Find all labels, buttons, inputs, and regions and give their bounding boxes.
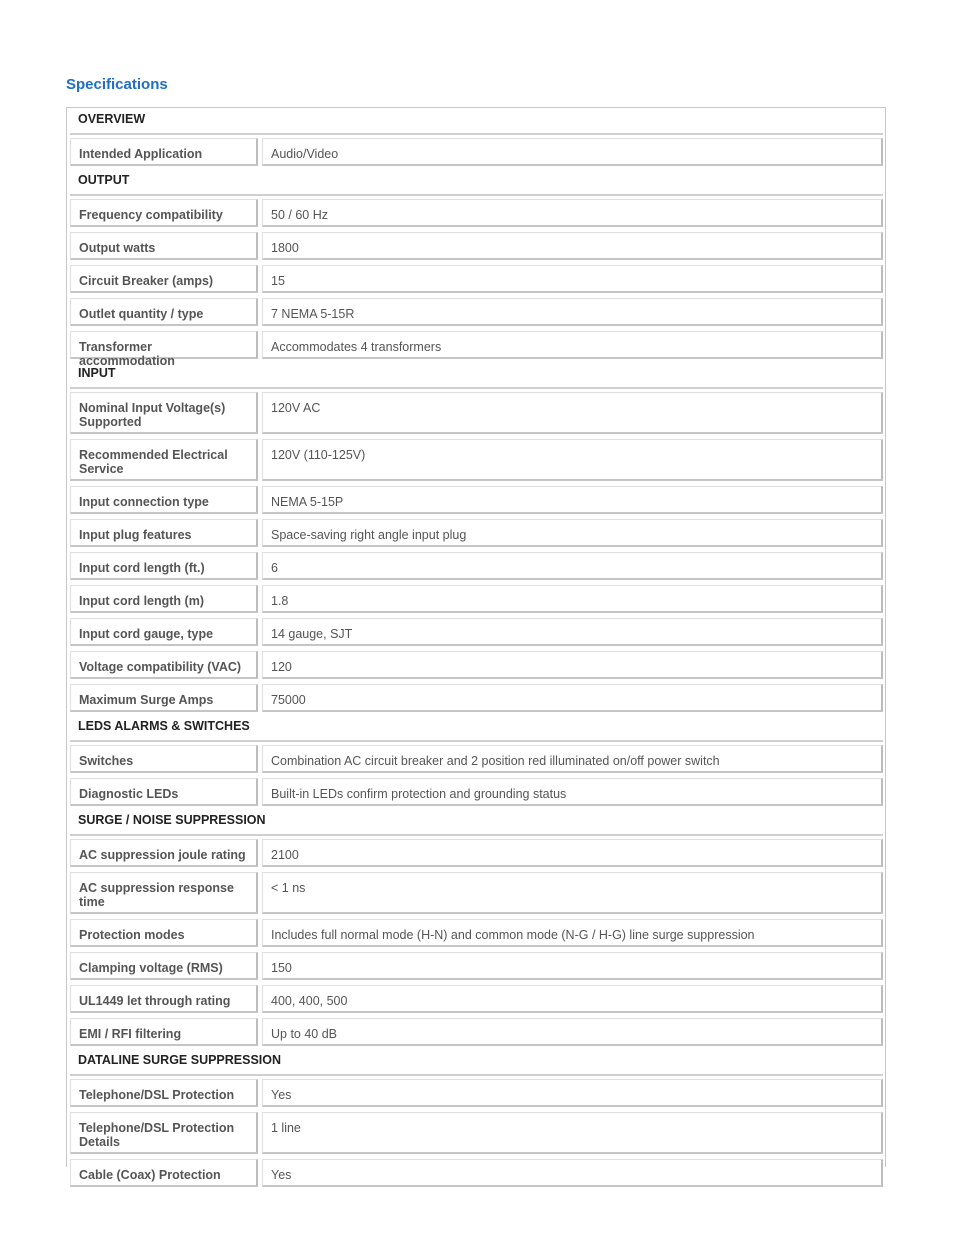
spec-label: Input cord length (ft.)	[70, 552, 258, 580]
spec-row	[70, 328, 883, 368]
spec-row	[70, 436, 883, 483]
spec-label: Cable (Coax) Protection	[70, 1159, 258, 1187]
spec-label: UL1449 let through rating	[70, 985, 258, 1013]
spec-label: Maximum Surge Amps	[70, 684, 258, 712]
spec-value: 15	[262, 265, 883, 293]
spec-value: 14 gauge, SJT	[262, 618, 883, 646]
page-title: Specifications	[66, 76, 168, 93]
spec-row	[70, 982, 883, 1015]
spec-value: Built-in LEDs confirm protection and grounding status	[262, 778, 883, 806]
spec-row	[70, 916, 883, 949]
spec-label: Protection modes	[70, 919, 258, 947]
spec-value: Audio/Video	[262, 138, 883, 166]
spec-label: Diagnostic LEDs	[70, 778, 258, 806]
section-heading: OVERVIEW	[70, 107, 883, 135]
spec-value: Includes full normal mode (H-N) and common mode (N-G / H-G) line surge suppression	[262, 919, 883, 947]
spec-label: EMI / RFI filtering	[70, 1018, 258, 1046]
spec-label: Output watts	[70, 232, 258, 260]
spec-row	[70, 681, 883, 714]
spec-value: 150	[262, 952, 883, 980]
spec-value: 120V AC	[262, 392, 883, 434]
spec-label: Recommended Electrical Service	[70, 439, 258, 481]
spec-label: Clamping voltage (RMS)	[70, 952, 258, 980]
spec-value: 400, 400, 500	[262, 985, 883, 1013]
spec-value: 1.8	[262, 585, 883, 613]
spec-row	[70, 1156, 883, 1189]
spec-value: 2100	[262, 839, 883, 867]
spec-value: 6	[262, 552, 883, 580]
spec-row	[70, 483, 883, 516]
spec-label: Input cord gauge, type	[70, 618, 258, 646]
spec-value: Space-saving right angle input plug	[262, 519, 883, 547]
spec-value: NEMA 5-15P	[262, 486, 883, 514]
spec-label: Voltage compatibility (VAC)	[70, 651, 258, 679]
spec-label: Telephone/DSL Protection	[70, 1079, 258, 1107]
spec-row	[70, 836, 883, 869]
spec-row	[70, 1015, 883, 1048]
spec-value: 120	[262, 651, 883, 679]
spec-label: Telephone/DSL Protection Details	[70, 1112, 258, 1154]
spec-value: 75000	[262, 684, 883, 712]
spec-row	[70, 869, 883, 916]
spec-label: Frequency compatibility	[70, 199, 258, 227]
section-heading: OUTPUT	[70, 168, 883, 196]
spec-row	[70, 615, 883, 648]
spec-row	[70, 135, 883, 168]
section-heading: SURGE / NOISE SUPPRESSION	[70, 808, 883, 836]
spec-value: Yes	[262, 1159, 883, 1187]
spec-label: Input plug features	[70, 519, 258, 547]
spec-row	[70, 742, 883, 775]
spec-value: 120V (110-125V)	[262, 439, 883, 481]
spec-table	[70, 107, 883, 1189]
spec-label: Input connection type	[70, 486, 258, 514]
spec-label: Transformer accommodation	[70, 331, 258, 359]
section-heading: LEDS ALARMS & SWITCHES	[70, 714, 883, 742]
spec-row	[70, 648, 883, 681]
spec-label: Circuit Breaker (amps)	[70, 265, 258, 293]
spec-value: 1 line	[262, 1112, 883, 1154]
section-heading: DATALINE SURGE SUPPRESSION	[70, 1048, 883, 1076]
spec-label: AC suppression joule rating	[70, 839, 258, 867]
spec-value: Yes	[262, 1079, 883, 1107]
spec-row	[70, 775, 883, 808]
section-heading: INPUT	[70, 361, 883, 389]
spec-row	[70, 1076, 883, 1109]
spec-row	[70, 295, 883, 328]
spec-value: 50 / 60 Hz	[262, 199, 883, 227]
spec-value: Up to 40 dB	[262, 1018, 883, 1046]
spec-row	[70, 196, 883, 229]
spec-value: Accommodates 4 transformers	[262, 331, 883, 359]
spec-value: Combination AC circuit breaker and 2 position red illuminated on/off power switch	[262, 745, 883, 773]
spec-label: Nominal Input Voltage(s) Supported	[70, 392, 258, 434]
spec-value: < 1 ns	[262, 872, 883, 914]
spec-row	[70, 262, 883, 295]
spec-row	[70, 582, 883, 615]
spec-row	[70, 516, 883, 549]
spec-row	[70, 1109, 883, 1156]
spec-row	[70, 389, 883, 436]
spec-label: Outlet quantity / type	[70, 298, 258, 326]
spec-label: Switches	[70, 745, 258, 773]
spec-label: AC suppression response time	[70, 872, 258, 914]
spec-row	[70, 949, 883, 982]
spec-label: Input cord length (m)	[70, 585, 258, 613]
spec-value: 7 NEMA 5-15R	[262, 298, 883, 326]
spec-value: 1800	[262, 232, 883, 260]
spec-row	[70, 229, 883, 262]
spec-label: Intended Application	[70, 138, 258, 166]
spec-row	[70, 549, 883, 582]
